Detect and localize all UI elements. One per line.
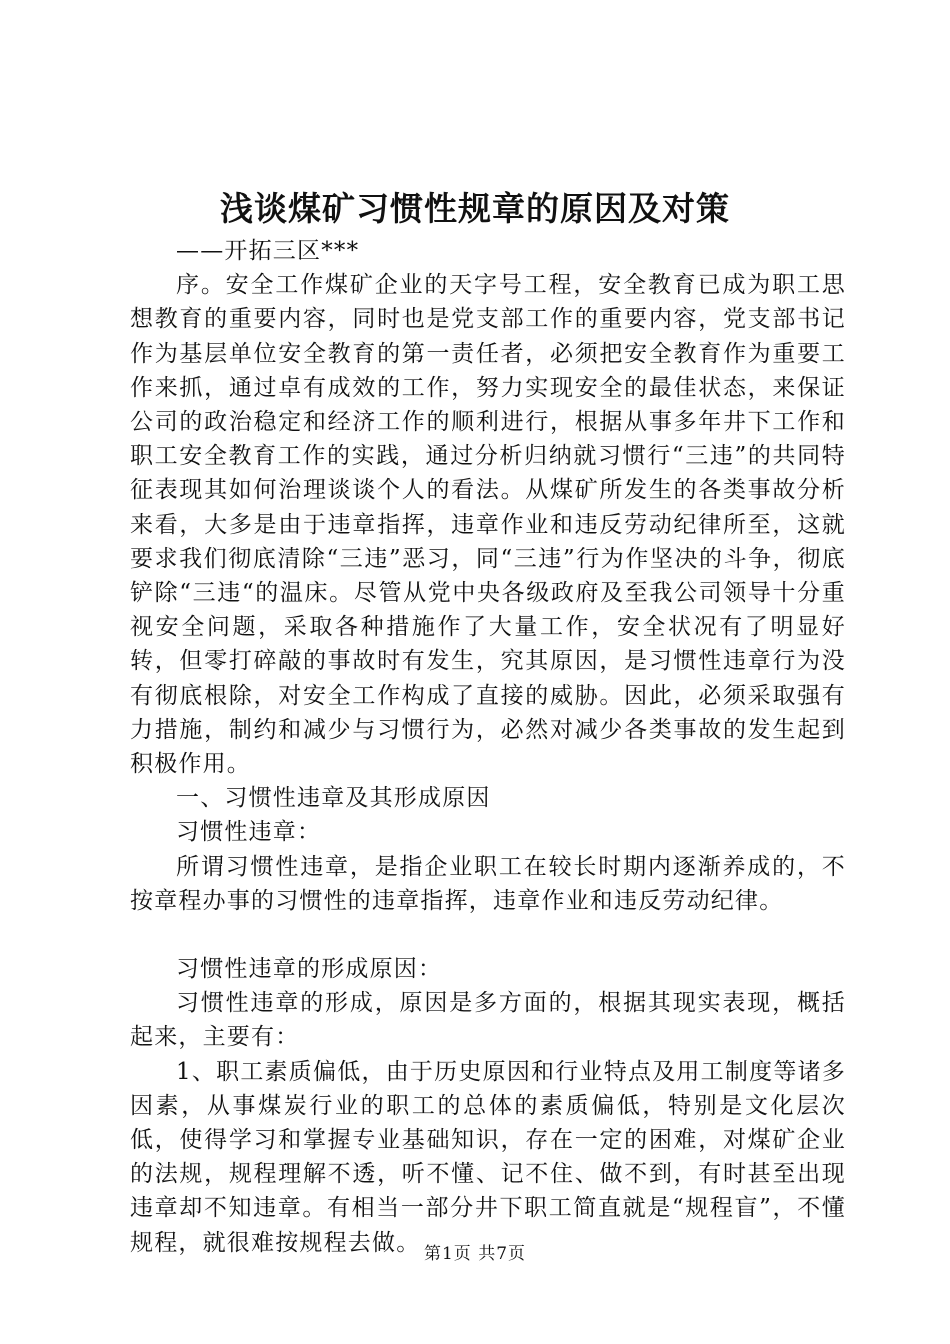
section-heading-1: 一、习惯性违章及其形成原因 (176, 785, 491, 812)
document-title: 浅谈煤矿习惯性规章的原因及对策 (220, 189, 730, 228)
subheading-definition: 习惯性违章： (176, 819, 322, 846)
page-number-footer: 第1页 共7页 (423, 1244, 527, 1264)
paragraph-definition: 所谓习惯性违章，是指企业职工在较长时期内逐渐养成的，不按章程办事的习惯性的违章指挥，违章作业和违反劳动纪律。 (130, 853, 846, 914)
subheading-causes: 习惯性违章的形成原因： (176, 956, 443, 983)
paragraph-preface: 序。安全工作煤矿企业的天字号工程，安全教育已成为职工思想教育的重要内容，同时也是党支部工作的重要内容，党支部书记作为基层单位安全教育的第一责任者，必须把安全教育作为重要工作来抓，通过卓有成效的工作，努力实现安全的最佳状态，来保证公司的政治稳定和经济工作的顺利进行，根据从事多年井下工作和职工安全教育工作的实践，通过分析归纳就习惯行“三违”的共同特征表现其如何治理谈谈个人的看法。从煤矿所发生的各类事故分析来看，大多是由于违章指挥，违章作业和违反劳动纪律所至，这就要求我们彻底清除“三违”恶习，同“三违”行为作坚决的斗争，彻底铲除“三违“的温床。尽管从党中央各级政府及至我公司领导十分重视安全问题，采取各种措施作了大量工作，安全状况有了明显好转，但零打碎敲的事故时有发生，究其原因，是习惯性违章行为没有彻底根除，对安全工作构成了直接的威胁。因此，必须采取强有力措施，制约和减少与习惯行为，必然对减少各类事故的发生起到积极作用。 (130, 272, 846, 778)
document-body (130, 234, 846, 1260)
author-byline: ——开拓三区*** (176, 238, 360, 264)
paragraph-causes-intro: 习惯性违章的形成，原因是多方面的，根据其现实表现，概括起来，主要有： (130, 990, 846, 1051)
paragraph-cause-1: 1、职工素质偏低，由于历史原因和行业特点及用工制度等诸多因素，从事煤炭行业的职工的总体的素质偏低，特别是文化层次低，使得学习和掌握专业基础知识，存在一定的困难，对煤矿企业的法规，规程理解不透，听不懂、记不住、做不到，有时甚至出现违章却不知违章。有相当一部分井下职工简直就是“规程盲”，不懂规程，就很难按规程去做。 (130, 1058, 846, 1256)
